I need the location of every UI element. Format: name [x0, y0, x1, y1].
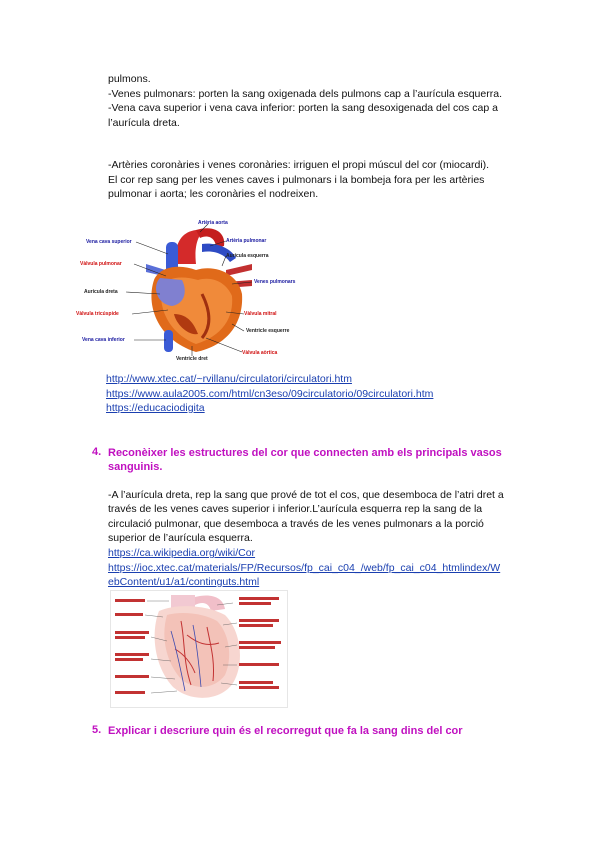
section-4-body-3: circulació pulmonar, que desemboca a través de les venes pulmonars a la porció	[108, 518, 484, 530]
section-4-number: 4.	[92, 446, 102, 458]
section-5-title: Explicar i descriure quin és el recorregut que fa la sang dins del cor	[108, 725, 463, 737]
label-ventricle-esquerre: Ventricle esquerre	[246, 328, 290, 334]
section-5-number: 5.	[92, 724, 102, 736]
link-aula2005[interactable]: https://www.aula2005.com/html/cn3eso/09circulatorio/09circulatori.htm	[106, 388, 434, 400]
coronary-line-2: El cor rep sang per les venes caves i pulmonars i la bombeja fora per les artèries	[108, 174, 485, 186]
link-educaciodigital[interactable]: https://educaciodigita	[106, 402, 205, 414]
label-vena-cava-superior: Vena cava superior	[86, 239, 132, 245]
heart-diagram-figure	[76, 214, 312, 364]
intro-line-4: l’aurícula dreta.	[108, 117, 180, 129]
heart-exterior-illustration	[111, 591, 287, 707]
link-ioc-xtec-line-1[interactable]: https://ioc.xtec.cat/materials/FP/Recursos/fp_cai_c04_/web/fp_cai_c04_htmlindex/W	[108, 562, 501, 574]
label-valvula-pulmonar: Vàlvula pulmonar	[80, 261, 122, 267]
label-vena-cava-inferior: Vena cava inferior	[82, 337, 125, 343]
label-valvula-tricuspide: Vàlvula tricúspide	[76, 311, 119, 317]
heart-exterior-figure	[110, 590, 288, 708]
section-4-body-1: -A l’aurícula dreta, rep la sang que prové de tot el cos, que desemboca de l’atri dret a	[108, 489, 504, 501]
coronary-line-3: pulmonar i aorta; les coronàries el nodreixen.	[108, 188, 319, 200]
link-wikipedia-cor[interactable]: https://ca.wikipedia.org/wiki/Cor	[108, 547, 256, 559]
label-valvula-aortica: Vàlvula aòrtica	[242, 350, 278, 356]
intro-line-3: -Vena cava superior i vena cava inferior: porten la sang desoxigenada del cos cap a	[108, 102, 498, 114]
label-valvula-mitral: Vàlvula mitral	[244, 311, 277, 317]
label-ventricle-dret: Ventricle dret	[176, 356, 208, 362]
label-arteria-pulmonar: Artèria pulmonar	[226, 238, 267, 244]
link-ioc-xtec-line-2[interactable]: ebContent/u1/a1/continguts.html	[108, 576, 260, 588]
link-xtec-circulatori[interactable]: http://www.xtec.cat/~rvillanu/circulatori/circulatori.htm	[106, 373, 352, 385]
label-auricula-dreta: Aurícula dreta	[84, 289, 118, 295]
label-arteria-aorta: Artèria aorta	[198, 220, 228, 226]
section-4-body-2: través de les venes caves superior i inferior.L’aurícula esquerra rep la sang de la	[108, 503, 483, 515]
section-4-body-4: superior de l’aurícula esquerra.	[108, 532, 253, 544]
intro-line-2: -Venes pulmonars: porten la sang oxigenada dels pulmons cap a l’aurícula esquerra.	[108, 88, 502, 100]
label-auricula-esquerra: Aurícula esquerra	[226, 253, 269, 259]
label-venes-pulmonars: Venes pulmonars	[254, 279, 296, 285]
section-4-title-line-2: sanguinis.	[108, 461, 163, 473]
section-4-title-line-1: Reconèixer les estructures del cor que connecten amb els principals vasos	[108, 447, 502, 459]
intro-line-1: pulmons.	[108, 73, 151, 85]
coronary-line-1: -Artèries coronàries i venes coronàries: irriguen el propi múscul del cor (miocardi).	[108, 159, 490, 171]
